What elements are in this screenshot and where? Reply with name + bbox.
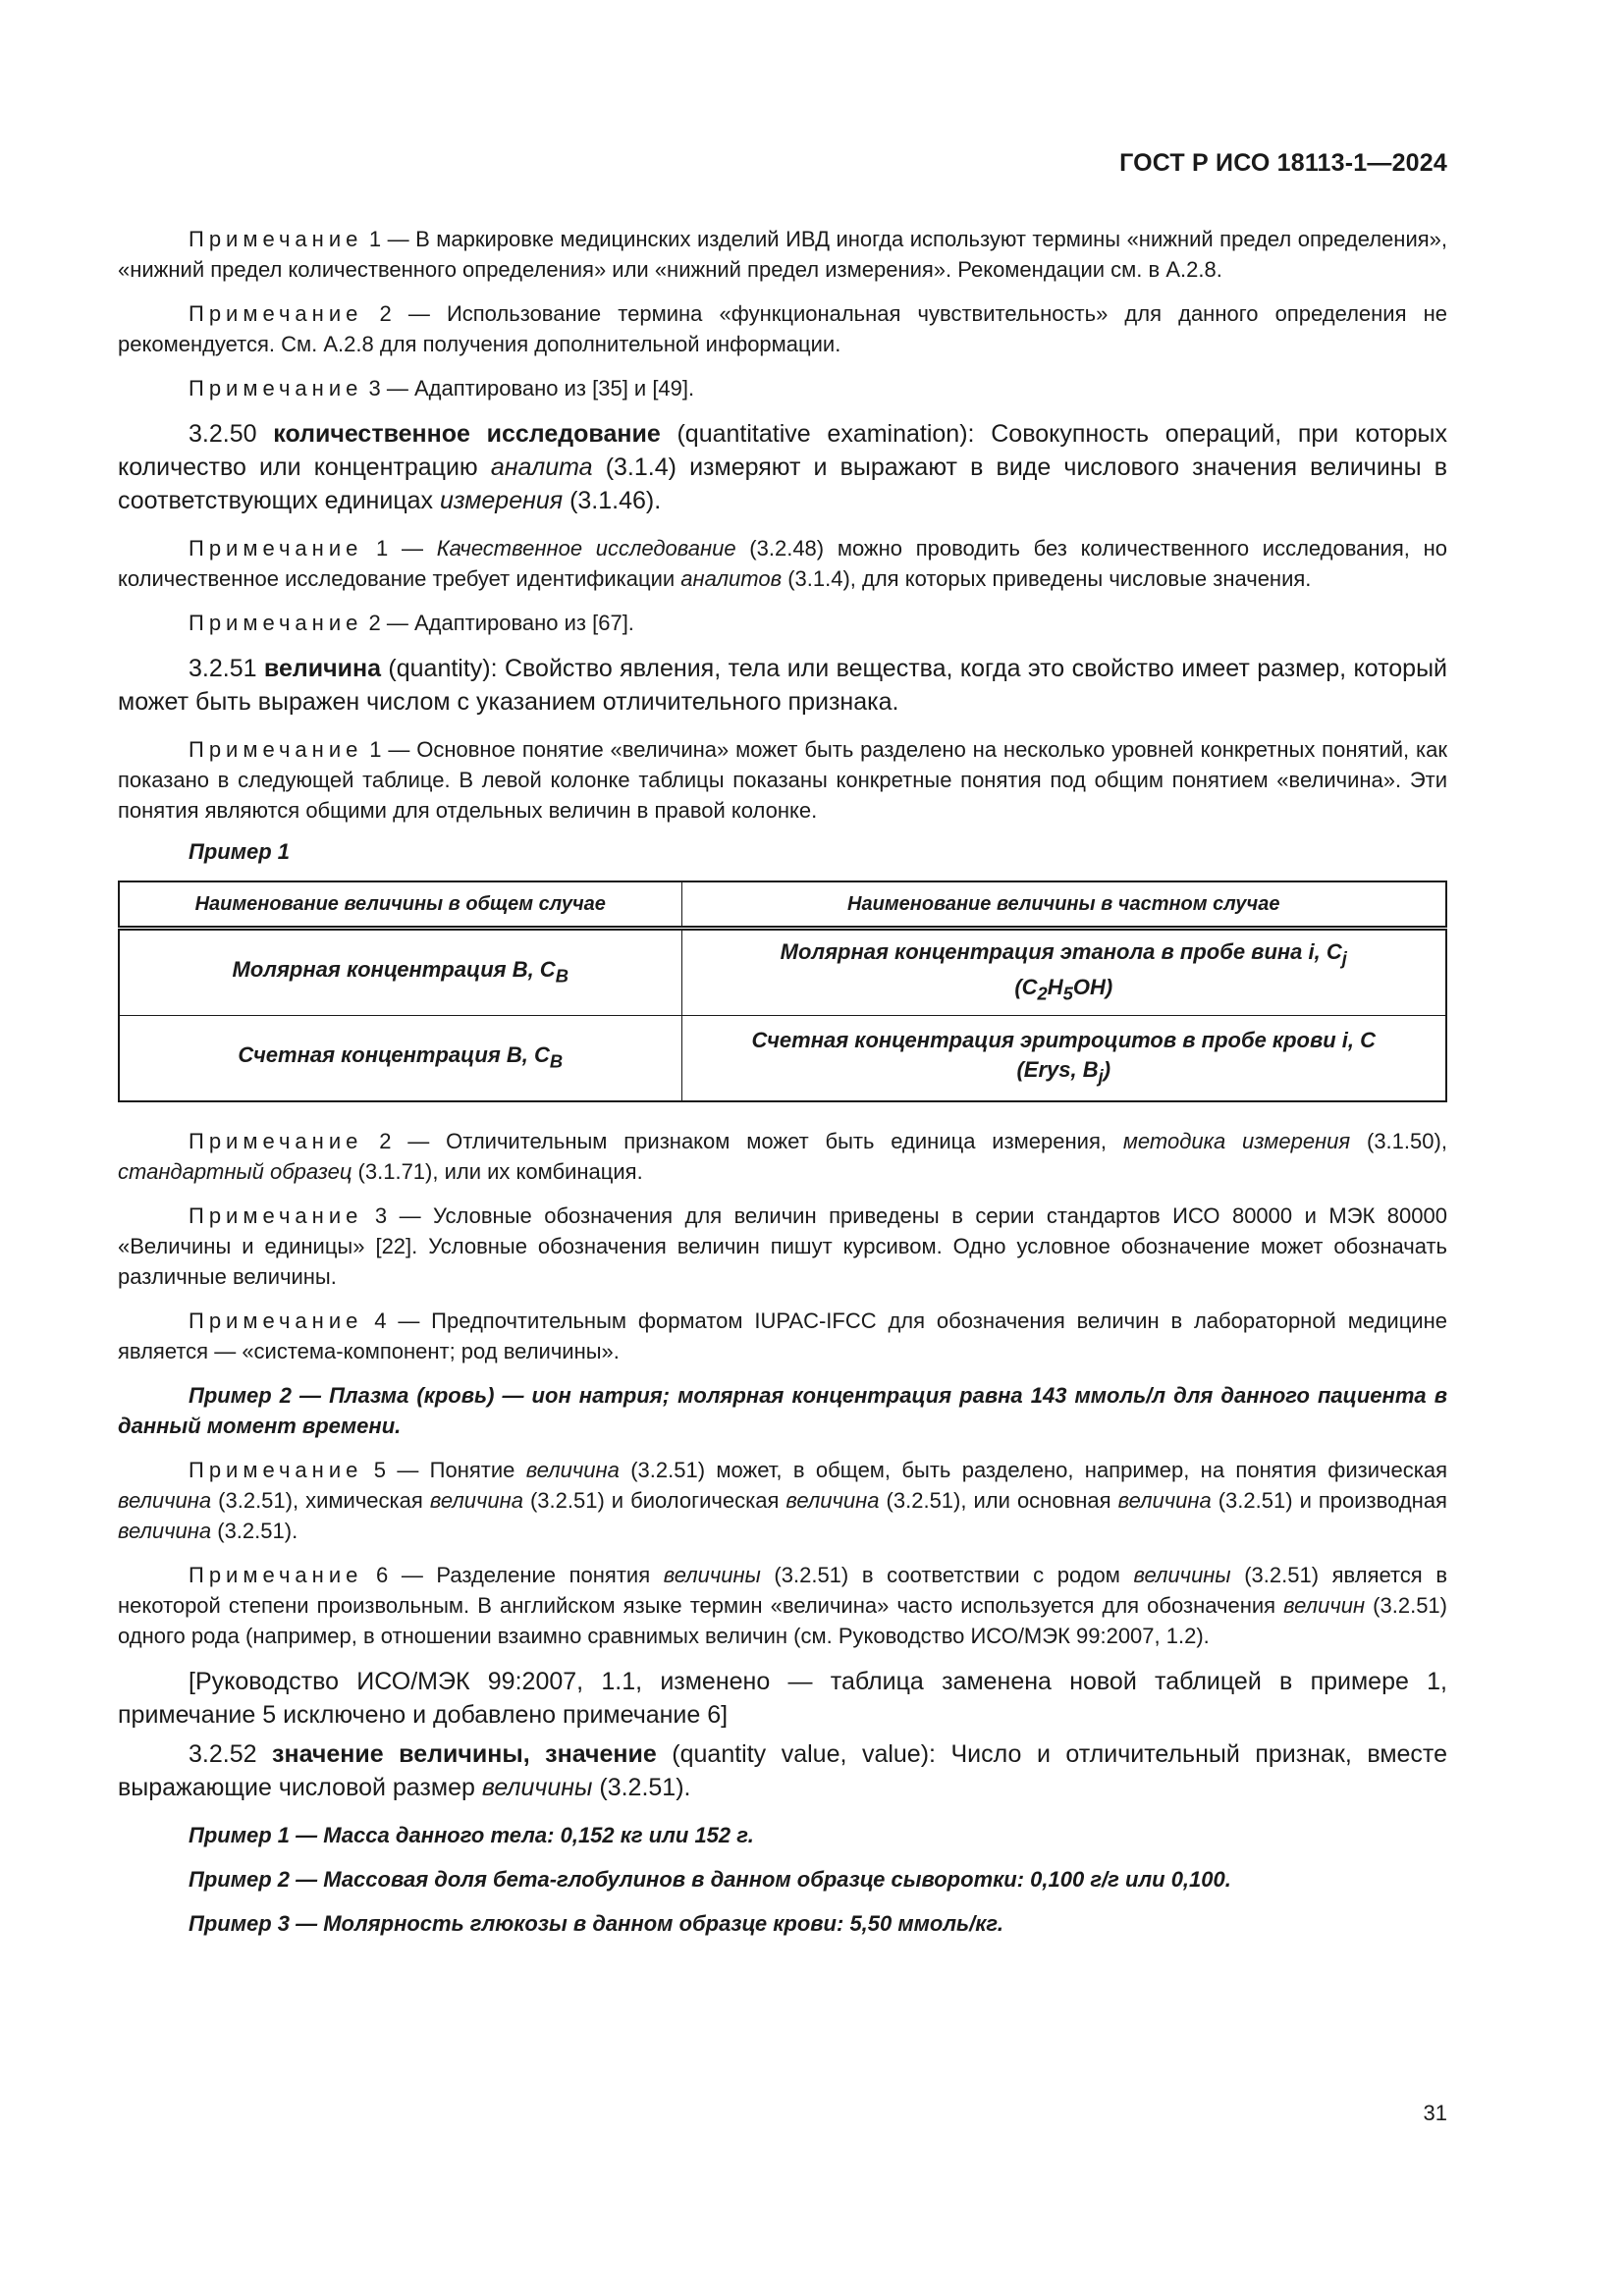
term-reference: величины (481, 1774, 593, 1801)
table-row (119, 1016, 1446, 1102)
page-content (118, 224, 1447, 1952)
subscript: B (549, 1050, 564, 1072)
table-header-cell: Наименование величины в частном случае (681, 881, 1446, 929)
note-label: Примечание (189, 1458, 363, 1482)
cell-text: H (1047, 975, 1063, 999)
note-text: — Предпочтительным форматом IUPAC-IFCC для обозначения величин в лабораторной медицине является — «система-компонент; род величины». (118, 1308, 1447, 1363)
table-cell (119, 929, 681, 1016)
note-number: 3 (368, 376, 381, 400)
table-row (119, 929, 1446, 1016)
definition-text: Свойство явления, тела или вещества, когда это свойство имеет размер, который может быть выражен числом с указанием отличительного признака. (118, 655, 1448, 716)
note-text: (3.2.51) и биологическая (529, 1488, 780, 1513)
term-definition-3-2-50 (118, 417, 1447, 517)
note-text: — В маркировке медицинских изделий ИВД иногда используют термины «нижний предел определения», «нижний предел количественного определения» или «нижний предел измерения». Рекомендации см. в А.2.8. (118, 227, 1447, 282)
note-paragraph (118, 1306, 1447, 1366)
source-reference: [Руководство ИСО/МЭК 99:2007, 1.1, изменено — таблица заменена новой таблицей в примере 1, примечание 5 исключено и добавлено примечание 6] (118, 1668, 1447, 1729)
term-number: 3.2.50 (189, 420, 257, 448)
note-number: 4 (374, 1308, 387, 1333)
term-reference: величины (663, 1563, 761, 1587)
note-paragraph (118, 1560, 1447, 1651)
definition-text: (3.2.51). (599, 1774, 691, 1801)
example-paragraph: Пример 1 — Масса данного тела: 0,152 кг или 152 г. (189, 1823, 754, 1847)
cell-text: Молярная концентрация B, C (232, 956, 556, 982)
cell-text: (C (1014, 975, 1038, 999)
note-label: Примечание (189, 1129, 363, 1153)
note-paragraph (118, 224, 1447, 285)
note-number: 2 (368, 611, 381, 635)
cell-text: ) (1103, 1056, 1111, 1082)
term-number: 3.2.51 (189, 655, 257, 682)
definition-text: (3.1.4) измеряют и выражают в виде числового значения величины в соответствующих единицах (118, 454, 1447, 514)
note-label: Примечание (189, 376, 363, 400)
note-text: (3.2.51) может, в общем, быть разделено, например, на понятия физическая (630, 1458, 1447, 1482)
term-reference: величина (429, 1488, 523, 1513)
term-reference: Качественное исследование (436, 536, 736, 561)
note-label: Примечание (189, 227, 363, 251)
cell-text: Счетная концентрация эритроцитов в пробе крови i, C (751, 1027, 1377, 1052)
table-cell (681, 929, 1446, 1016)
term-english: (quantity value, value): (672, 1740, 936, 1768)
table-cell (681, 1016, 1446, 1102)
note-label: Примечание (189, 301, 363, 326)
note-number: 1 (376, 536, 389, 561)
note-text: — Адаптировано из [35] и [49]. (386, 376, 695, 400)
term-reference: величина (118, 1519, 212, 1543)
definition-text: Совокупность операций, при которых количество или концентрацию (118, 420, 1448, 481)
note-number: 2 (379, 301, 392, 326)
note-label: Примечание (189, 1563, 363, 1587)
note-paragraph (118, 533, 1447, 594)
note-text: (3.2.51) является в некоторой степени произвольным. В английском языке термин «величина» часто используется для обозначения (118, 1563, 1448, 1618)
note-text: (3.2.51) одного рода (например, в отношении взаимно сравнимых величин (см. Руководство ИСО/МЭК 99:2007, 1.2). (118, 1593, 1447, 1648)
note-paragraph (118, 1126, 1447, 1187)
term-name: величина (263, 655, 382, 682)
table-header-row (119, 881, 1446, 929)
term-reference: аналита (490, 454, 593, 481)
term-reference: величина (785, 1488, 880, 1513)
page-number: 31 (1423, 2101, 1447, 2125)
note-text: — Основное понятие «величина» может быть разделено на несколько уровней конкретных понятий, как показано в следующей таблице. В левой колонке таблицы показаны конкретные понятия под общим понятием «величина». Эти понятия являются общими для отдельных величин в правой колонке. (118, 737, 1447, 823)
note-text: (3.2.48) можно проводить без количественного исследования, но количественное исследование требует идентификации (118, 536, 1447, 591)
note-text: (3.2.51) и производная (1218, 1488, 1447, 1513)
note-text: — (402, 536, 423, 561)
term-reference: величины (1133, 1563, 1231, 1587)
term-number: 3.2.52 (189, 1740, 257, 1768)
note-label: Примечание (189, 1203, 363, 1228)
note-text: (3.2.51). (217, 1519, 298, 1543)
note-paragraph (118, 734, 1447, 826)
note-label: Примечание (189, 536, 363, 561)
term-definition-3-2-51 (118, 652, 1447, 719)
standard-code: ГОСТ Р ИСО 18113-1—2024 (1119, 149, 1447, 177)
note-paragraph (118, 1201, 1447, 1292)
note-number: 5 (373, 1458, 386, 1482)
note-text: — Разделение понятия (401, 1563, 651, 1587)
table-header-cell: Наименование величины в общем случае (119, 881, 681, 929)
example-paragraph: Пример 3 — Молярность глюкозы в данном образце крови: 5,50 ммоль/кг. (189, 1911, 1003, 1936)
subscript: 2 (1037, 983, 1048, 1004)
note-text: (3.2.51), химическая (218, 1488, 423, 1513)
note-paragraph (118, 373, 1447, 403)
term-definition-3-2-52 (118, 1737, 1447, 1804)
note-number: 6 (375, 1563, 389, 1587)
term-english: (quantity): (388, 655, 498, 682)
example-paragraph: Пример 2 — Массовая доля бета-глобулинов в данном образце сыворотки: 0,100 г/г или 0,100. (189, 1867, 1231, 1892)
cell-text: Счетная концентрация B, C (238, 1041, 550, 1067)
note-text: — Понятие (397, 1458, 515, 1482)
subscript: B (555, 965, 568, 987)
term-reference: аналитов (680, 566, 783, 591)
note-text: (3.1.4), для которых приведены числовые значения. (787, 566, 1312, 591)
definition-text: Число и отличительный признак, вместе выражающие числовой размер (118, 1740, 1447, 1801)
note-text: (3.1.71), или их комбинация. (357, 1159, 643, 1184)
term-name: количественное исследование (273, 420, 661, 448)
term-reference: методика измерения (1122, 1129, 1351, 1153)
term-reference: стандартный образец (118, 1159, 352, 1184)
note-number: 2 (379, 1129, 392, 1153)
cell-text: OH) (1072, 975, 1113, 999)
note-number: 1 (369, 737, 382, 762)
note-text: (3.2.51), или основная (886, 1488, 1111, 1513)
quantity-table (118, 881, 1447, 1102)
term-reference: величина (118, 1488, 212, 1513)
definition-text: (3.1.46). (569, 487, 662, 514)
note-number: 1 (368, 227, 382, 251)
note-paragraph (118, 608, 1447, 638)
term-english: (quantitative examination): (677, 420, 975, 448)
table-cell (119, 1016, 681, 1102)
subscript: j (1098, 1065, 1104, 1087)
cell-text: (Erys, B (1016, 1056, 1099, 1082)
note-label: Примечание (189, 1308, 363, 1333)
term-reference: измерения (440, 487, 564, 514)
term-name: значение величины, значение (272, 1740, 657, 1768)
note-paragraph (118, 1455, 1447, 1546)
note-text: — Использование термина «функциональная чувствительность» для данного определения не рекомендуется. См. А.2.8 для получения дополнительной информации. (118, 301, 1448, 356)
example-label: Пример 1 (189, 839, 290, 864)
note-label: Примечание (189, 737, 363, 762)
note-text: (3.2.51) в соответствии с родом (774, 1563, 1120, 1587)
note-text: — Адаптировано из [67]. (386, 611, 634, 635)
cell-text: Молярная концентрация этанола в пробе вина i, C (780, 938, 1342, 964)
note-text: — Отличительным признаком может быть единица измерения, (407, 1129, 1107, 1153)
term-reference: величина (1117, 1488, 1212, 1513)
note-label: Примечание (189, 611, 363, 635)
example-paragraph: Пример 2 — Плазма (кровь) — ион натрия; молярная концентрация равна 143 ммоль/л для данного пациента в данный момент времени. (118, 1383, 1447, 1438)
term-reference: величина (525, 1458, 620, 1482)
note-text: (3.1.50), (1367, 1129, 1447, 1153)
subscript: 5 (1062, 983, 1073, 1004)
note-paragraph (118, 298, 1447, 359)
note-number: 3 (374, 1203, 388, 1228)
term-reference: величин (1283, 1593, 1366, 1618)
subscript: j (1341, 947, 1347, 968)
note-text: — Условные обозначения для величин приведены в серии стандартов ИСО 80000 и МЭК 80000 «Величины и единицы» [22]. Условные обозначения величин пишут курсивом. Одно условное обозначение может обозначать различные величины. (118, 1203, 1447, 1289)
